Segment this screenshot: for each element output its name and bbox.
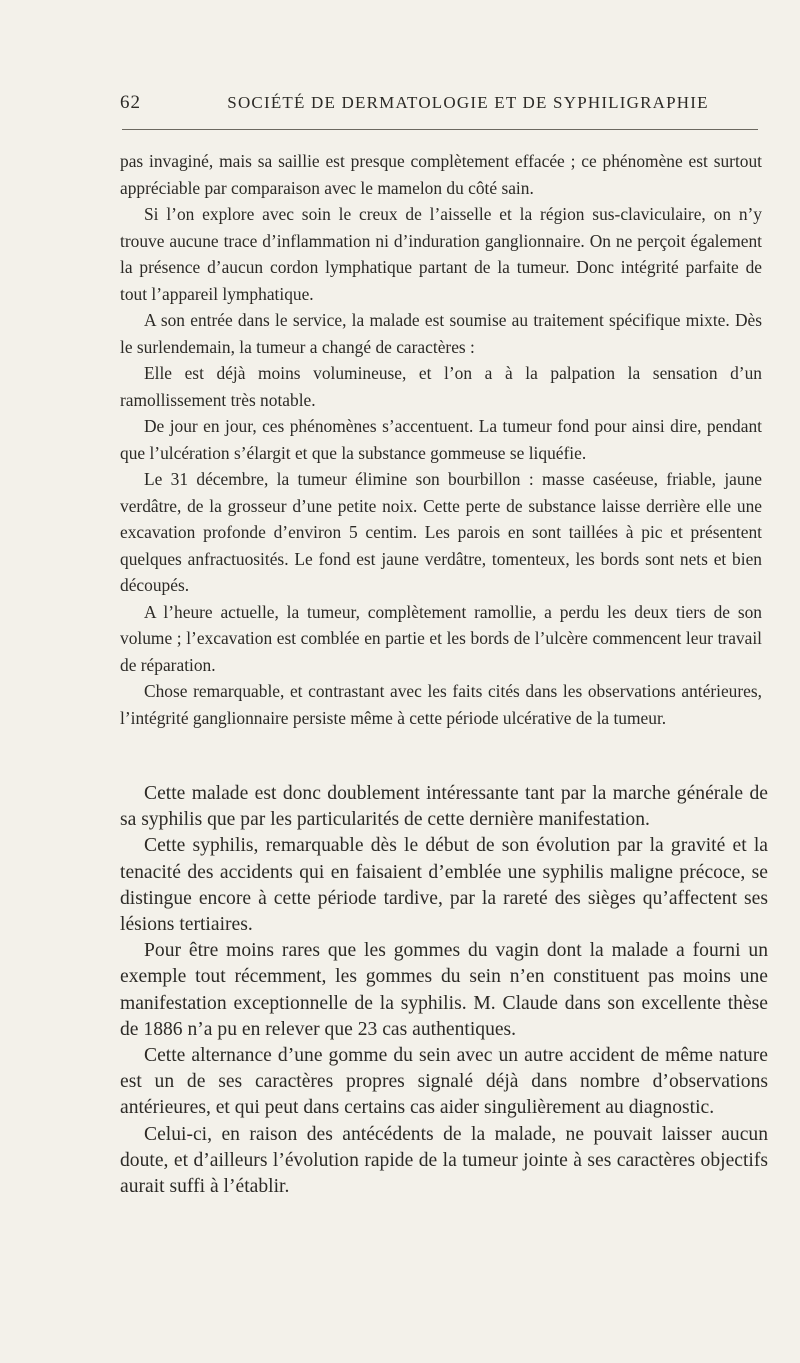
observation-text bbox=[120, 148, 762, 731]
commentary-text bbox=[120, 781, 768, 1200]
paragraph: Chose remarquable, et contrastant avec les faits cités dans les observations antérieures, l’intégrité ganglionnaire persiste même à cette période ulcérative de la tumeur. bbox=[120, 681, 762, 728]
page-number: 62 bbox=[120, 92, 141, 113]
running-header bbox=[120, 92, 760, 114]
paragraph: Celui-ci, en raison des antécédents de la malade, ne pouvait laisser aucun doute, et d’ailleurs l’évolution rapide de la tumeur jointe à ses caractères objectifs aurait suffi à l’établir. bbox=[120, 1123, 768, 1198]
paragraph: A son entrée dans le service, la malade est soumise au traitement spécifique mixte. Dès le surlendemain, la tumeur a changé de caractères : bbox=[120, 310, 762, 357]
paragraph: Elle est déjà moins volumineuse, et l’on a à la palpation la sensation d’un ramollissement très notable. bbox=[120, 363, 762, 410]
running-title: SOCIÉTÉ DE DERMATOLOGIE ET DE SYPHILIGRAPHIE bbox=[227, 93, 709, 112]
paragraph: Cette alternance d’une gomme du sein avec un autre accident de même nature est un de ses caractères propres signalé déjà dans nombre d’observations antérieures, et qui peut dans certains cas aider singulièrement au diagnostic. bbox=[120, 1045, 768, 1119]
paragraph: A l’heure actuelle, la tumeur, complètement ramollie, a perdu les deux tiers de son volume ; l’excavation est comblée en partie et les bords de l’ulcère commencent leur travail de réparation. bbox=[120, 601, 762, 675]
paragraph: Pour être moins rares que les gommes du vagin dont la malade a fourni un exemple tout récemment, les gommes du sein n’en constituent pas moins une manifestation exceptionnelle de la syphilis. M. Claude dans son excellente thèse de 1886 n’a pu en relever que 23 cas authentiques. bbox=[120, 940, 768, 1040]
paragraph: Si l’on explore avec soin le creux de l’aisselle et la région sus-claviculaire, on n’y trouve aucune trace d’inflammation ni d’induration ganglionnaire. On ne perçoit également la présence d’aucun cordon lymphatique partant de la tumeur. Donc intégrité parfaite de tout l’appareil lymphatique. bbox=[120, 204, 762, 304]
paragraph: Le 31 décembre, la tumeur élimine son bourbillon : masse caséeuse, friable, jaune verdâtre, de la grosseur d’une petite noix. Cette perte de substance laisse derrière elle une excavation profonde d’environ 5 centim. Les parois en sont taillées à pic et présentent quelques anfractuosités. Le fond est jaune verdâtre, tomenteux, les bords sont nets et bien découpés. bbox=[120, 469, 762, 595]
paragraph: Cette malade est donc doublement intéressante tant par la marche générale de sa syphilis que par les particularités de cette dernière manifestation. bbox=[120, 783, 768, 831]
header-rule bbox=[122, 129, 758, 130]
paragraph: Cette syphilis, remarquable dès le début de son évolution par la gravité et la tenacité des accidents qui en faisaient d’emblée une syphilis maligne précoce, se distingue encore à cette période tardive, par la rareté des sièges qu’affectent ses lésions tertiaires. bbox=[120, 835, 768, 936]
paragraph: pas invaginé, mais sa saillie est presque complètement effacée ; ce phénomène est surtout appréciable par comparaison avec le mamelon du côté sain. bbox=[120, 151, 762, 198]
paragraph: De jour en jour, ces phénomènes s’accentuent. La tumeur fond pour ainsi dire, pendant que l’ulcération s’élargit et que la substance gommeuse se liquéfie. bbox=[120, 416, 762, 463]
